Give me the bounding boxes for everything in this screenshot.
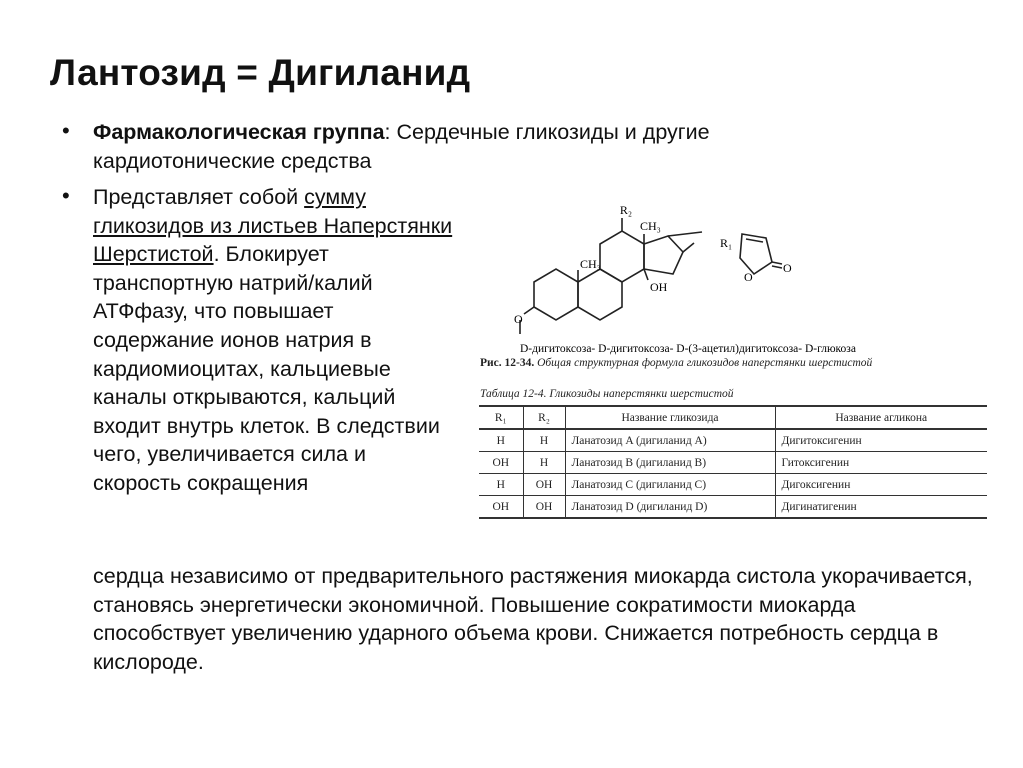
table-cell: OH xyxy=(523,496,565,519)
description-body: . Блокирует транспортную натрий/калий АТФфазу, что повышает содержание ионов натрия в кардиомиоцитах, кальциевые каналы открываются, кальций входит внутрь клеток. В следствии чего, увеличивается сила и скорость сокращения xyxy=(93,242,440,495)
bullet-marker: • xyxy=(62,118,70,143)
figure-caption-text: Общая структурная формула гликозидов наперстянки шерстистой xyxy=(534,357,873,369)
pharmacological-group-text: : Сердечные гликозиды и другие кардиотонические средства xyxy=(93,120,710,173)
sugar-chain-label: D-дигитоксоза- D-дигитоксоза- D-(3-ацетил)дигитоксоза- D-глюкоза xyxy=(520,343,856,355)
description-intro: Представляет собой xyxy=(93,185,305,209)
ring-c-bond xyxy=(600,231,644,282)
table-cell: Гитоксигенин xyxy=(775,452,987,474)
glycoside-oxygen-label: O xyxy=(514,312,523,326)
column-header-glycoside: Название гликозида xyxy=(565,406,775,429)
figure-caption-number: Рис. 12-34. xyxy=(480,357,535,369)
table-cell: Ланатозид A (дигиланид A) xyxy=(565,429,775,452)
table-cell: Дигинатигенин xyxy=(775,496,987,519)
r1-bond xyxy=(683,243,694,252)
pharmacological-group-paragraph xyxy=(93,118,873,175)
table-cell: Ланатозид C (дигиланид C) xyxy=(565,474,775,496)
ring-a-bond xyxy=(534,269,578,320)
ch3-label: CH₃ xyxy=(580,257,601,271)
table-row xyxy=(479,496,987,519)
column-header-r1: R₁ xyxy=(479,406,523,429)
table-row xyxy=(479,429,987,452)
bullet-marker: • xyxy=(62,183,70,208)
glycoside-sum-link[interactable]: сумму гликозидов из листьев Наперстянки Шерстистой xyxy=(93,185,453,267)
r2-label: R₂ xyxy=(619,203,633,217)
ch3-label: CH₃ xyxy=(640,219,661,233)
table-row xyxy=(479,474,987,496)
column-header-aglycone: Название агликона xyxy=(775,406,987,429)
table-cell: H xyxy=(479,474,523,496)
ring-b-bond xyxy=(578,269,622,320)
oh-bond xyxy=(644,269,648,280)
ring-oxygen-label: O xyxy=(744,270,753,284)
table-cell: H xyxy=(523,429,565,452)
table-cell: OH xyxy=(523,474,565,496)
table-cell: H xyxy=(523,452,565,474)
table-cell: OH xyxy=(479,452,523,474)
figure-caption xyxy=(480,357,872,369)
ring-d-bond xyxy=(644,236,683,274)
table-cell: H xyxy=(479,429,523,452)
lactone-bond xyxy=(668,232,702,236)
pharmacological-group-label: Фармакологическая группа xyxy=(93,120,385,144)
r1-label: R₁ xyxy=(720,236,733,250)
table-caption: Таблица 12-4. Гликозиды наперстянки шерстистой xyxy=(480,388,734,400)
table-cell: OH xyxy=(479,496,523,519)
carbonyl-bond xyxy=(772,266,782,268)
table-cell: Дигитоксигенин xyxy=(775,429,987,452)
column-header-r2: R₂ xyxy=(523,406,565,429)
table-cell: Дигоксигенин xyxy=(775,474,987,496)
table-cell: Ланатозид D (дигиланид D) xyxy=(565,496,775,519)
table-header-row xyxy=(479,406,987,429)
page-title: Лантозид = Дигиланид xyxy=(50,52,471,93)
description-tail: сердца независимо от предварительного растяжения миокарда систола укорачивается, становясь энергетически экономичной. Повышение сократимости миокарда способствует увеличению ударного объема крови. Снижается потребность сердца в кислороде. xyxy=(93,564,973,674)
double-bond xyxy=(746,239,763,242)
table-row xyxy=(479,452,987,474)
table-cell: Ланатозид B (дигиланид B) xyxy=(565,452,775,474)
carbonyl-bond xyxy=(772,262,782,264)
oh-label: OH xyxy=(650,280,668,294)
glycosides-table xyxy=(479,405,987,519)
glycoside-bond xyxy=(524,307,534,314)
description-paragraph xyxy=(93,183,453,498)
carbonyl-oxygen-label: O xyxy=(783,261,792,275)
